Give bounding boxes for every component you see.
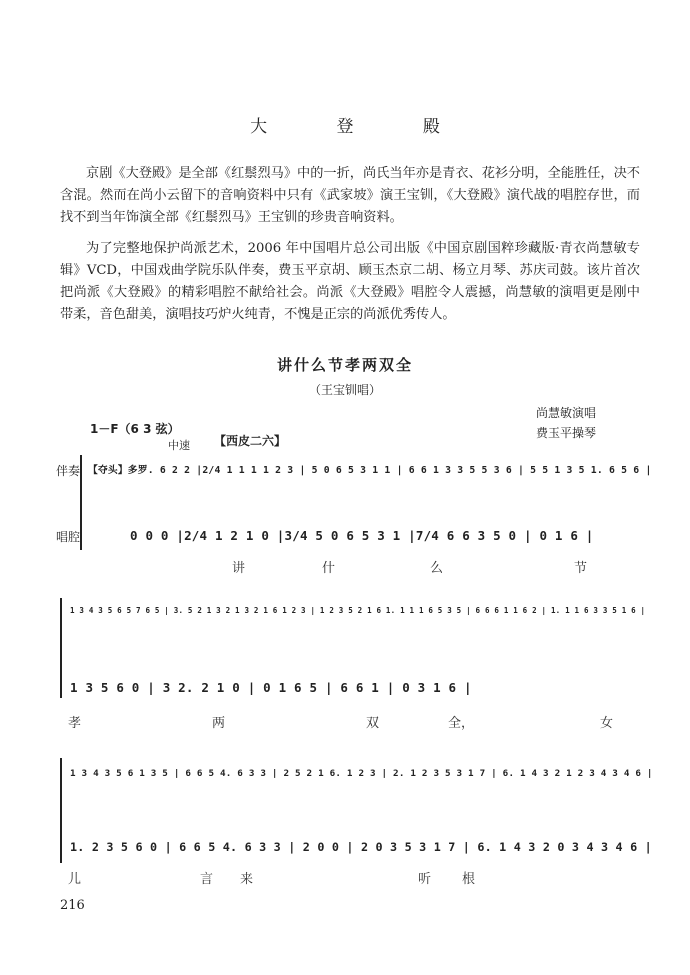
page-title: 大 登 殿 <box>250 117 472 137</box>
lyric: 言 <box>200 872 214 887</box>
song-title: 讲什么节孝两双全 <box>276 356 413 374</box>
vocal-row-1: 0 0 0 |2/4 1 2 1 0 |3/4 5 0 6 5 3 1 |7/4 6 6 3 5 0 | 0 1 6 | <box>130 528 594 543</box>
key-signature: 1－F（6 3 弦） <box>90 422 180 436</box>
part-label-accomp: 伴奏 <box>56 464 81 478</box>
singer-credit: 尚慧敏演唱 <box>536 406 597 420</box>
accomp-row-3: 1 3 4 3 5 6 1 3 5 | 6 6 5 4. 6 3 3 | 2 5 2 1 6. 1 2 3 | 2. 1 2 3 5 3 1 7 | 6. 1 4 3 2 1 2 3 4 3 4 6 | <box>70 768 653 779</box>
vocal-row-2: 1 3 5 6 0 | 3 2. 2 1 0 | 0 1 6 5 | 6 6 1 | 0 3 1 6 | <box>70 680 472 695</box>
system-brace-2 <box>60 598 62 698</box>
part-label-vocal: 唱腔 <box>56 530 81 544</box>
system-brace-1 <box>80 455 82 550</box>
system-brace-3 <box>60 758 62 863</box>
lyric: 讲 <box>232 561 246 576</box>
lyric: 么 <box>430 561 444 576</box>
lyric: 听 <box>418 872 432 887</box>
lyric: 女 <box>600 716 614 731</box>
vocal-row-3: 1. 2 3 5 6 0 | 6 6 5 4. 6 3 3 | 2 0 0 | 2 0 3 5 3 1 7 | 6. 1 4 3 2 0 3 4 3 4 6 | <box>70 840 652 854</box>
lyric: 节 <box>574 561 588 576</box>
lyric: 儿 <box>68 872 82 887</box>
page-number: 216 <box>60 898 85 913</box>
accompanist-credit: 费玉平操琴 <box>536 426 597 440</box>
lyric: 根 <box>462 872 476 887</box>
paragraph-2: 为了完整地保护尚派艺术，2006 年中国唱片总公司出版《中国京剧国粹珍藏版·青衣尚慧敏专辑》VCD，中国戏曲学院乐队伴奏，费玉平京胡、顾玉杰京二胡、杨立月琴、苏庆司鼓。该片首次把尚派《大登殿》的精彩唱腔不献给社会。尚派《大登殿》唱腔令人震撼，尚慧敏的演唱更是刚中带柔，音色甜美，演唱技巧炉火纯青，不愧是正宗的尚派优秀传人。 <box>60 241 640 322</box>
paragraph-1: 京剧《大登殿》是全部《红鬃烈马》中的一折，尚氏当年亦是青衣、花衫分明，全能胜任，决不含混。然而在尚小云留下的音响资料中只有《武家坡》演王宝钏，《大登殿》演代战的唱腔存世，而找不到当年饰演全部《红鬃烈马》王宝钏的珍贵音响资料。 <box>60 166 640 225</box>
lyric: 双 <box>366 716 380 731</box>
lyric: 什 <box>322 561 336 576</box>
lyric: 孝 <box>68 716 82 731</box>
accomp-row-1: 【夺头】多罗. 6 2 2 |2/4 1 1 1 1 2 3 | 5 0 6 5 3 1 1 | 6 6 1 3 3 5 5 3 6 | 5 5 1 3 5 1. 6 5 6 | <box>88 465 652 476</box>
lyric: 全， <box>448 716 475 731</box>
accomp-row-2: 1 3 4 3 5 6 5 7 6 5 | 3. 5 2 1 3 2 1 3 2 1 6 1 2 3 | 1 2 3 5 2 1 6 1. 1 1 1 6 5 3 5 | 6 6 6 1 1 6 2 | 1. 1 1 6 3 3 5 1 6 | <box>70 606 646 615</box>
song-subtitle: （王宝钏唱） <box>308 383 381 397</box>
tempo-mark: 中速 <box>168 439 190 452</box>
lyric: 两 <box>212 716 226 731</box>
banshi-mark: 【西皮二六】 <box>214 434 287 448</box>
lyric: 来 <box>240 872 254 887</box>
